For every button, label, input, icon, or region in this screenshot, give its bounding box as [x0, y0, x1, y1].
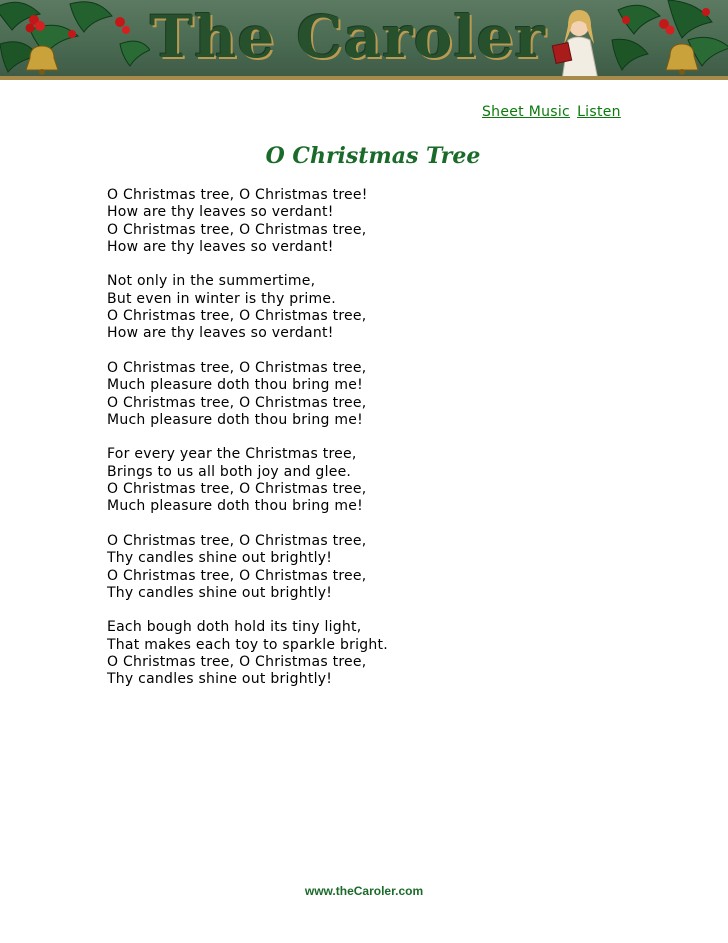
lyric-line: Brings to us all both joy and glee.: [107, 463, 352, 480]
holly-bell-icon: [608, 0, 728, 80]
lyric-line: Each bough doth hold its tiny light,: [107, 619, 362, 636]
caroler-girl-icon: [548, 4, 608, 80]
lyric-line: Much pleasure doth thou bring me!: [107, 498, 363, 515]
lyric-line: O Christmas tree, O Christmas tree,: [107, 567, 367, 584]
song-title: O Christmas Tree: [265, 143, 481, 169]
site-title: The Caroler: [150, 3, 546, 71]
listen-link[interactable]: Listen: [577, 104, 621, 120]
footer-url[interactable]: www.theCaroler.com: [304, 884, 424, 898]
sheet-music-link[interactable]: Sheet Music: [482, 104, 571, 120]
lyric-line: But even in winter is thy prime.: [107, 290, 336, 307]
lyric-line: O Christmas tree, O Christmas tree,: [107, 481, 367, 498]
site-banner: [0, 0, 728, 80]
lyric-line: O Christmas tree, O Christmas tree,: [107, 359, 367, 376]
lyric-line: Thy candles shine out brightly!: [107, 550, 333, 567]
lyric-line: For every year the Christmas tree,: [107, 446, 357, 463]
lyric-line: O Christmas tree, O Christmas tree,: [107, 308, 367, 325]
stanza: [107, 360, 388, 429]
stanza: [107, 446, 388, 515]
stanza: [107, 619, 388, 688]
lyric-line: How are thy leaves so verdant!: [107, 238, 334, 255]
lyric-line: O Christmas tree, O Christmas tree!: [107, 187, 368, 203]
lyric-line: How are thy leaves so verdant!: [107, 325, 334, 342]
lyric-line: O Christmas tree, O Christmas tree,: [107, 394, 367, 411]
lyric-line: Much pleasure doth thou bring me!: [107, 377, 363, 394]
lyric-line: O Christmas tree, O Christmas tree,: [107, 532, 367, 549]
stanza: [107, 273, 388, 342]
lyric-line: That makes each toy to sparkle bright.: [107, 636, 388, 653]
stanza: [107, 533, 388, 602]
lyric-line: Not only in the summertime,: [107, 273, 316, 290]
top-nav: [482, 103, 621, 121]
lyric-line: Thy candles shine out brightly!: [107, 584, 333, 601]
lyric-line: O Christmas tree, O Christmas tree,: [107, 654, 367, 671]
lyric-line: Much pleasure doth thou bring me!: [107, 411, 363, 428]
lyric-line: O Christmas tree, O Christmas tree,: [107, 221, 367, 238]
lyrics: [107, 187, 388, 706]
lyric-line: How are thy leaves so verdant!: [107, 204, 334, 221]
stanza: [107, 187, 388, 256]
holly-bell-icon: [0, 0, 150, 80]
lyric-line: Thy candles shine out brightly!: [107, 671, 333, 688]
